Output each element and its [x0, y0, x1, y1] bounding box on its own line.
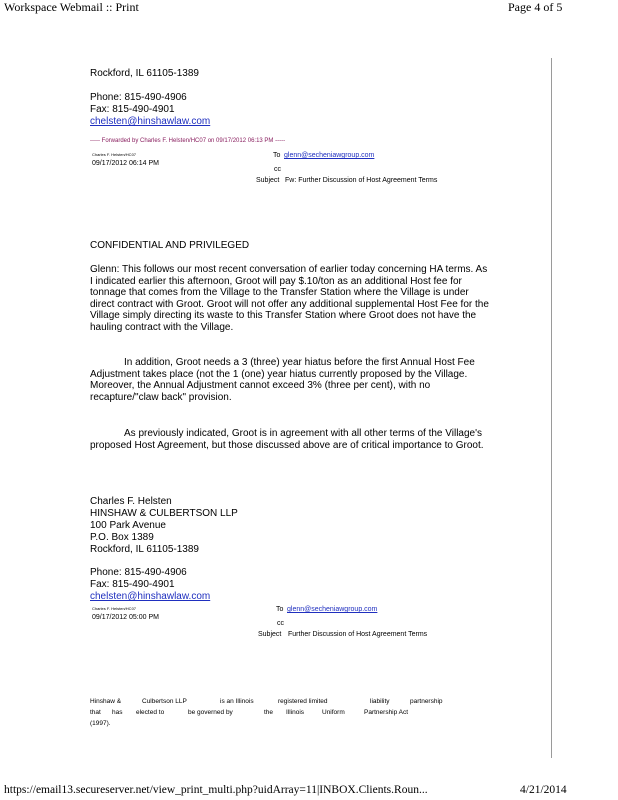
signature-pobox: P.O. Box 1389 [90, 532, 154, 543]
disclaimer-word: elected to [136, 709, 165, 716]
signature-phone: Phone: 815-490-4906 [90, 567, 187, 578]
email2-to-link[interactable]: glenn@secheniawgroup.com [287, 606, 378, 613]
email2-to-label: To [276, 606, 284, 613]
body-paragraph-3: As previously indicated, Groot is in agreement with all other terms of the Village's proposed Host Agreement, but those discussed above are of critical importance to Groot. [90, 428, 484, 451]
disclaimer-word: the [264, 709, 274, 716]
email1-date: 09/17/2012 06:14 PM [92, 160, 159, 167]
signature-firm: HINSHAW & CULBERTSON LLP [90, 508, 238, 519]
disclaimer-word: is an Illinois [220, 698, 254, 705]
signature-street: 100 Park Avenue [90, 520, 166, 531]
print-header-title: Workspace Webmail :: Print [4, 0, 139, 14]
disclaimer-word: Hinshaw & [90, 698, 122, 705]
disclaimer-word: Partnership Act [364, 709, 409, 716]
disclaimer-word: registered limited [278, 698, 328, 705]
email1-to-link[interactable]: glenn@secheniawgroup.com [284, 152, 375, 159]
right-margin-rule [551, 58, 552, 758]
email1-subject: Fw: Further Discussion of Host Agreement Terms [285, 177, 438, 184]
email2-date: 09/17/2012 05:00 PM [92, 614, 159, 621]
signature-email-link[interactable]: chelsten@hinshawlaw.com [90, 591, 211, 602]
disclaimer-word: that [90, 709, 101, 716]
email1-to-label: To [273, 152, 281, 159]
signature-fax: Fax: 815-490-4901 [90, 579, 175, 590]
confidential-heading: CONFIDENTIAL AND PRIVILEGED [90, 240, 250, 251]
disclaimer-word: be governed by [188, 709, 233, 716]
signature-name: Charles F. Helsten [90, 496, 172, 507]
disclaimer-word: liability [370, 698, 390, 705]
email2-sender-code: Charles F. Helsten/HC07 [92, 606, 137, 611]
print-header-page: Page 4 of 5 [508, 0, 563, 14]
print-footer-url: https://email13.secureserver.net/view_print_multi.php?uidArray=11|INBOX.Clients.Roun... [4, 784, 428, 796]
print-footer-date: 4/21/2014 [520, 784, 567, 796]
signature-city: Rockford, IL 61105-1389 [90, 544, 199, 555]
disclaimer-word: partnership [410, 698, 443, 705]
disclaimer-word: Culbertson LLP [142, 698, 187, 705]
signature-top-address: Rockford, IL 61105-1389 [90, 68, 199, 79]
signature-top-email-link[interactable]: chelsten@hinshawlaw.com [90, 116, 211, 127]
email2-subject-label: Subject [258, 631, 282, 638]
signature-top-fax: Fax: 815-490-4901 [90, 104, 175, 115]
body-paragraph-2: In addition, Groot needs a 3 (three) year hiatus before the first Annual Host Fee Adjustment takes place (not the 1 (one) year hiatus currently proposed by the Village. Moreover, the Annual Adjustment cannot exceed 3% (three per cent), with no recapture/"claw back" provision. [90, 357, 475, 403]
disclaimer-year: (1997). [90, 720, 111, 727]
email1-subject-label: Subject [256, 177, 280, 184]
email2-subject: Further Discussion of Host Agreement Terms [288, 631, 428, 638]
disclaimer-word: Uniform [322, 709, 345, 716]
disclaimer-word: has [112, 709, 123, 716]
body-paragraph-1: Glenn: This follows our most recent conversation of earlier today concerning HA terms. As I indicated earlier this afternoon, Groot will pay $.10/ton as an additional Host fee for tonnage that comes from the Village to the Transfer Station where the Village is under direct contract with Groot. Groot will not offer any additional supplemental Host Fee for the Village simply directing its waste to this Transfer Station where Groot does not have the hauling contract with the Village. [90, 264, 489, 333]
signature-top-phone: Phone: 815-490-4906 [90, 92, 187, 103]
disclaimer-word: Illinois [286, 709, 305, 716]
email2-cc-label: cc [277, 620, 284, 627]
email1-cc-label: cc [274, 166, 281, 173]
forward-note: ----- Forwarded by Charles F. Helsten/HC07 on 09/17/2012 06:13 PM ----- [90, 138, 286, 144]
email1-sender-code: Charles F. Helsten/HC07 [92, 152, 137, 157]
